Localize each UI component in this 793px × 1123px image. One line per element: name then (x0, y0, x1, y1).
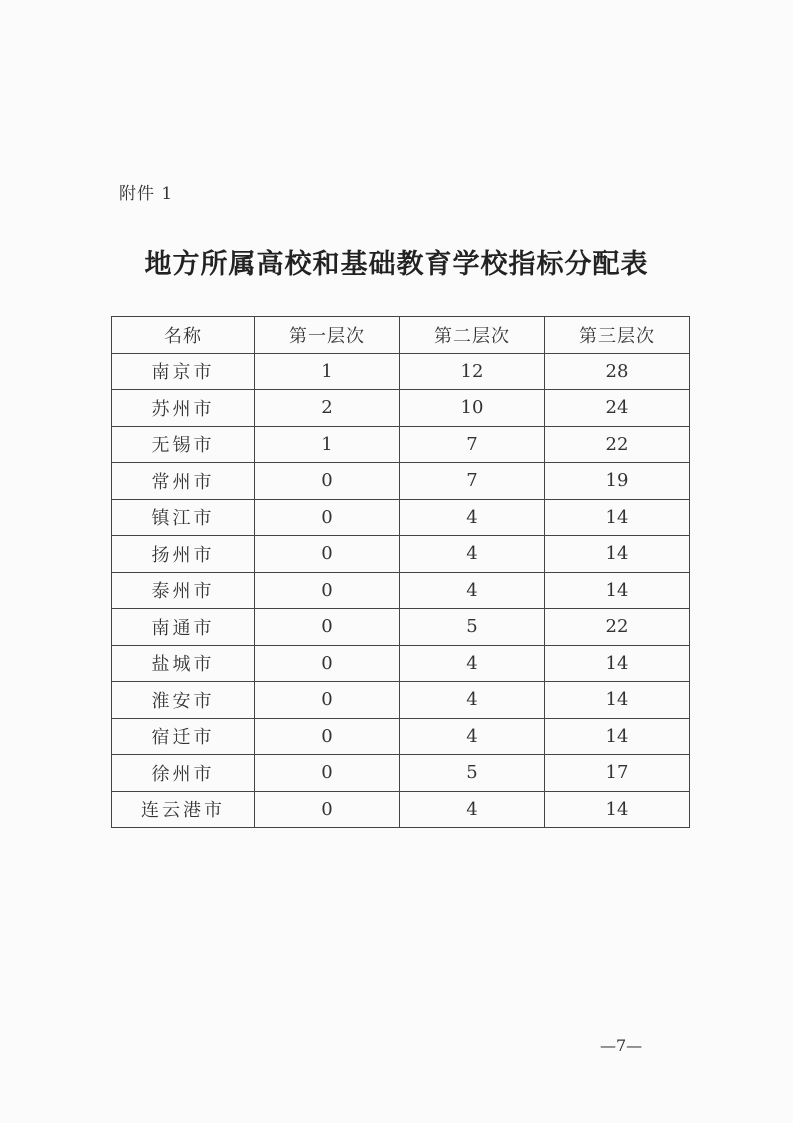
city-name: 连云港市 (112, 791, 255, 828)
level-2-count: 7 (400, 426, 545, 463)
allocation-table (111, 316, 690, 828)
header-level-1: 第一层次 (255, 317, 400, 354)
city-name: 无锡市 (112, 426, 255, 463)
city-name: 南通市 (112, 609, 255, 646)
city-name: 盐城市 (112, 645, 255, 682)
table-row (112, 791, 690, 828)
level-1-count: 0 (255, 499, 400, 536)
city-name: 泰州市 (112, 572, 255, 609)
level-1-count: 0 (255, 718, 400, 755)
level-1-count: 0 (255, 536, 400, 573)
level-1-count: 0 (255, 609, 400, 646)
level-1-count: 2 (255, 390, 400, 427)
level-3-count: 14 (545, 536, 690, 573)
level-3-count: 14 (545, 682, 690, 719)
table-row (112, 755, 690, 792)
level-2-count: 4 (400, 682, 545, 719)
table-row (112, 536, 690, 573)
table-row (112, 499, 690, 536)
level-2-count: 4 (400, 718, 545, 755)
level-3-count: 14 (545, 572, 690, 609)
header-level-2: 第二层次 (400, 317, 545, 354)
table-row (112, 609, 690, 646)
table-row (112, 682, 690, 719)
city-name: 苏州市 (112, 390, 255, 427)
level-3-count: 22 (545, 609, 690, 646)
level-1-count: 0 (255, 755, 400, 792)
header-name: 名称 (112, 317, 255, 354)
city-name: 镇江市 (112, 499, 255, 536)
level-2-count: 12 (400, 353, 545, 390)
page-number: —7— (600, 1036, 643, 1055)
attachment-label: 附件 1 (119, 184, 174, 204)
level-2-count: 5 (400, 755, 545, 792)
level-2-count: 7 (400, 463, 545, 500)
level-3-count: 14 (545, 718, 690, 755)
table-row (112, 390, 690, 427)
level-3-count: 17 (545, 755, 690, 792)
level-1-count: 1 (255, 353, 400, 390)
table-row (112, 463, 690, 500)
level-1-count: 0 (255, 463, 400, 500)
level-2-count: 4 (400, 499, 545, 536)
level-1-count: 1 (255, 426, 400, 463)
table-row (112, 718, 690, 755)
level-3-count: 14 (545, 499, 690, 536)
level-3-count: 14 (545, 645, 690, 682)
level-2-count: 10 (400, 390, 545, 427)
level-2-count: 4 (400, 645, 545, 682)
level-2-count: 4 (400, 791, 545, 828)
level-1-count: 0 (255, 572, 400, 609)
level-3-count: 19 (545, 463, 690, 500)
table-row (112, 426, 690, 463)
city-name: 南京市 (112, 353, 255, 390)
level-1-count: 0 (255, 645, 400, 682)
level-1-count: 0 (255, 791, 400, 828)
level-3-count: 14 (545, 791, 690, 828)
table-row (112, 645, 690, 682)
document-title: 地方所属高校和基础教育学校指标分配表 (144, 249, 649, 280)
table-row (112, 572, 690, 609)
city-name: 宿迁市 (112, 718, 255, 755)
table-row (112, 353, 690, 390)
level-2-count: 4 (400, 536, 545, 573)
level-3-count: 24 (545, 390, 690, 427)
table-header-row (112, 317, 690, 354)
header-level-3: 第三层次 (545, 317, 690, 354)
city-name: 徐州市 (112, 755, 255, 792)
level-1-count: 0 (255, 682, 400, 719)
city-name: 淮安市 (112, 682, 255, 719)
level-3-count: 28 (545, 353, 690, 390)
level-2-count: 5 (400, 609, 545, 646)
level-3-count: 22 (545, 426, 690, 463)
city-name: 常州市 (112, 463, 255, 500)
city-name: 扬州市 (112, 536, 255, 573)
level-2-count: 4 (400, 572, 545, 609)
